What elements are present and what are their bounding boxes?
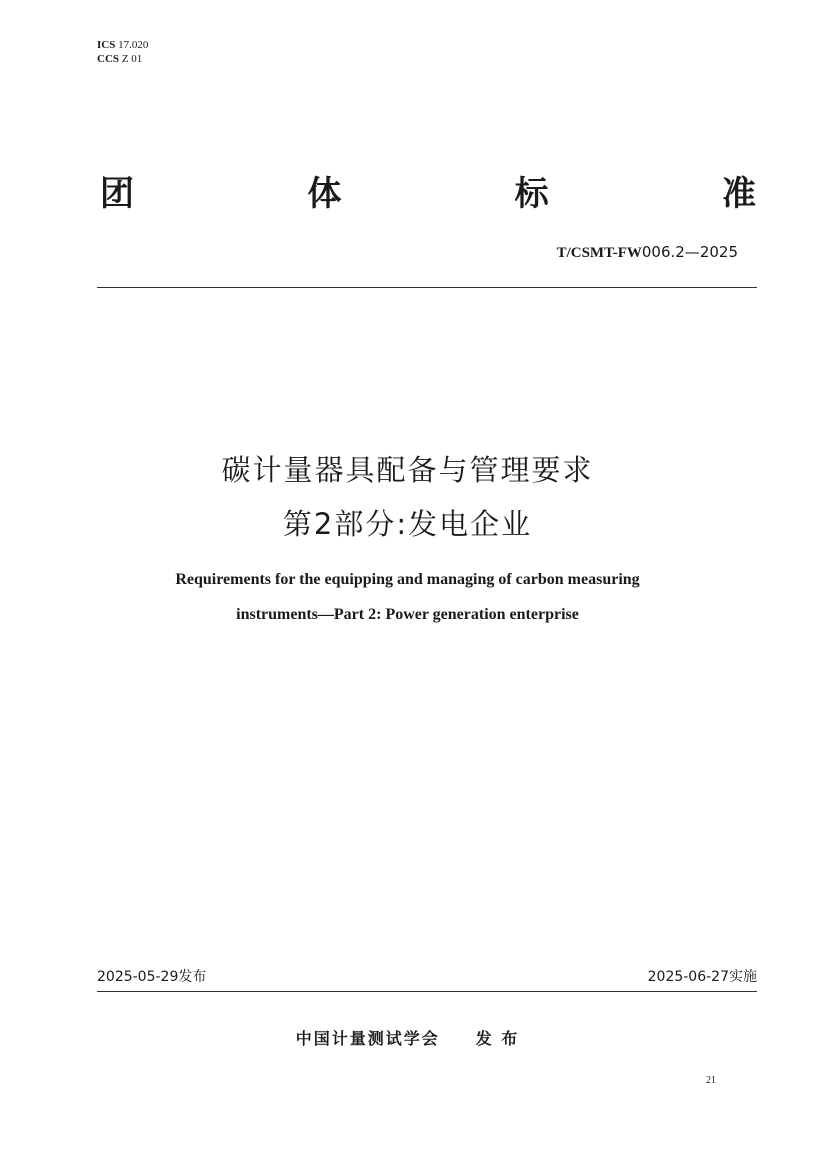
publisher-action: 发 布 <box>475 1029 520 1048</box>
implement-date: 2025-06-27实施 <box>647 969 757 985</box>
title-cn-line2: 第2部分:发电企业 <box>282 507 533 541</box>
page-number: 21 <box>706 1075 716 1086</box>
ics-line <box>97 38 148 52</box>
title-en-line2: instruments—Part 2: Power generation enterprise <box>236 606 579 623</box>
top-divider <box>97 287 757 288</box>
publisher-name: 中国计量测试学会 <box>295 1029 440 1048</box>
standard-number-prefix: T/CSMT-FW <box>556 245 642 261</box>
title-en-line1: Requirements for the equipping and managing of carbon measuring <box>175 571 640 588</box>
ics-label: ICS <box>97 39 116 51</box>
publish-date: 2025-05-29发布 <box>97 969 207 985</box>
category-char: 标 <box>514 174 549 214</box>
title-cn-line1: 碳计量器具配备与管理要求 <box>221 453 594 487</box>
ccs-line <box>97 52 148 66</box>
classification-codes <box>97 38 148 66</box>
bottom-divider <box>97 991 757 992</box>
category-char: 准 <box>721 174 756 214</box>
standard-number-suffix: 006.2—2025 <box>641 243 738 261</box>
category-char: 团 <box>100 174 134 214</box>
ccs-value: Z 01 <box>121 53 143 65</box>
dates-row <box>97 966 757 986</box>
standard-category <box>100 166 756 215</box>
ccs-label: CCS <box>97 53 120 65</box>
ics-value: 17.020 <box>118 39 149 51</box>
category-char: 体 <box>307 174 342 214</box>
publisher <box>0 1026 815 1049</box>
standard-number <box>0 243 738 262</box>
